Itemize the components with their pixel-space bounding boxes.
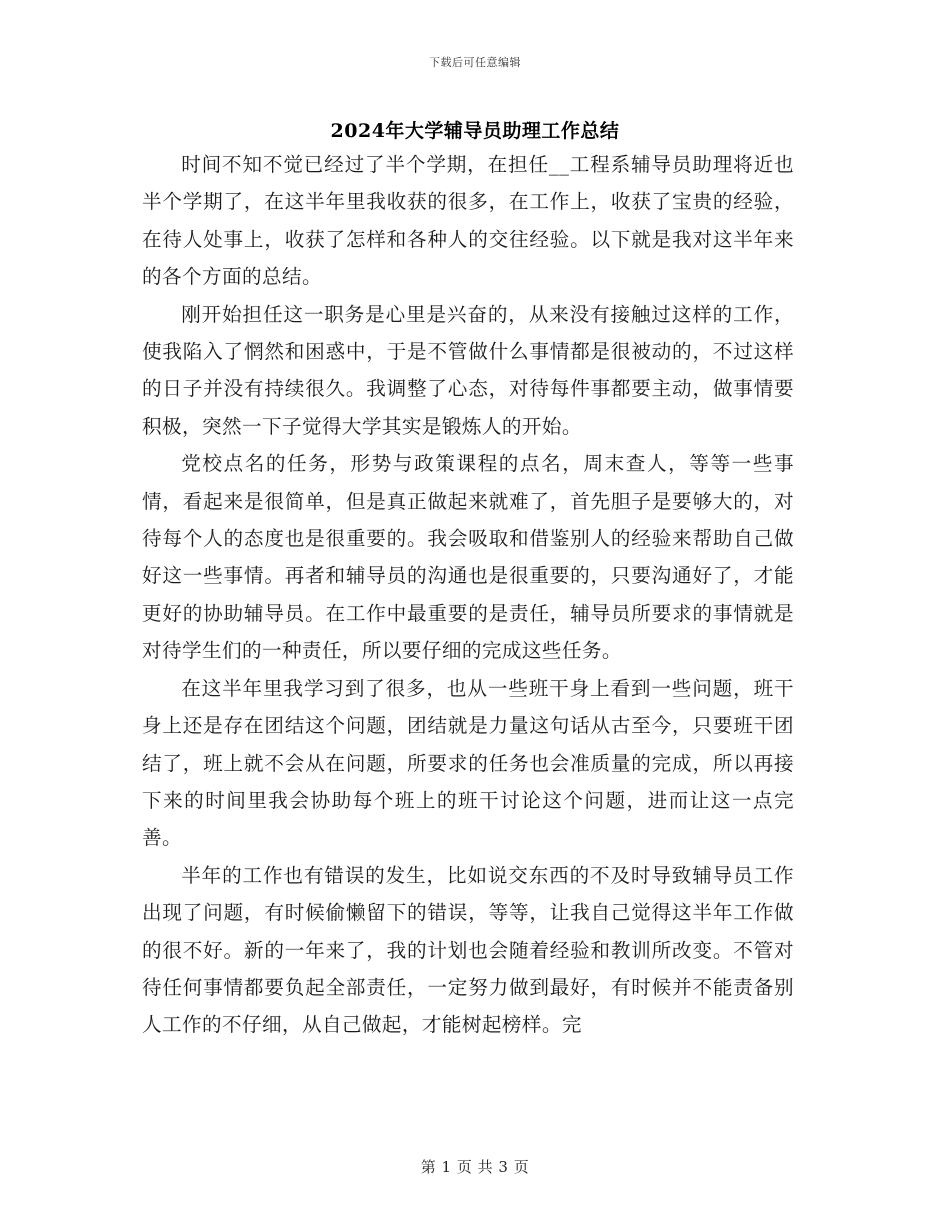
paragraph-5: 半年的工作也有错误的发生，比如说交东西的不及时导致辅导员工作出现了问题，有时候偷懒留下的错误，等等，让我自己觉得这半年工作做的很不好。新的一年来了，我的计划也会随着经验和教训所改变。不管对待任何事情都要负起全部责任，一定努力做到最好，有时候并不能责备别人工作的不仔细，从自己做起，才能树起榜样。完 <box>142 863 794 1037</box>
document-title: 2024年大学辅导员助理工作总结 <box>330 120 620 142</box>
page-number: 第 1 页 共 3 页 <box>420 1158 530 1176</box>
paragraph-4: 在这半年里我学习到了很多，也从一些班干身上看到一些问题，班干身上还是存在团结这个问题，团结就是力量这句话从古至今，只要班干团结了，班上就不会从在问题，所要求的任务也会准质量的完成，所以再接下来的时间里我会协助每个班上的班干讨论这个问题，进而让这一点完善。 <box>142 676 794 850</box>
paragraph-2: 刚开始担任这一职务是心里是兴奋的，从来没有接触过这样的工作，使我陷入了惘然和困惑中，于是不管做什么事情都是很被动的，不过这样的日子并没有持续很久。我调整了心态，对待每件事都要主动，做事情要积极，突然一下子觉得大学其实是锻炼人的开始。 <box>142 302 794 438</box>
paragraph-3: 党校点名的任务，形势与政策课程的点名，周末查人，等等一些事情，看起来是很简单，但是真正做起来就难了，首先胆子是要够大的，对待每个人的态度也是很重要的。我会吸取和借鉴别人的经验来帮助自己做好这一些事情。再者和辅导员的沟通也是很重要的，只要沟通好了，才能更好的协助辅导员。在工作中最重要的是责任，辅导员所要求的事情就是对待学生们的一种责任，所以要仔细的完成这些任务。 <box>142 452 794 663</box>
paragraph-1: 时间不知不觉已经过了半个学期，在担任__工程系辅导员助理将近也半个学期了，在这半年里我收获的很多，在工作上，收获了宝贵的经验，在待人处事上，收获了怎样和各种人的交往经验。以下就是我对这半年来的各个方面的总结。 <box>142 153 794 289</box>
header-note: 下载后可任意编辑 <box>429 56 521 69</box>
document-body <box>142 146 794 1044</box>
